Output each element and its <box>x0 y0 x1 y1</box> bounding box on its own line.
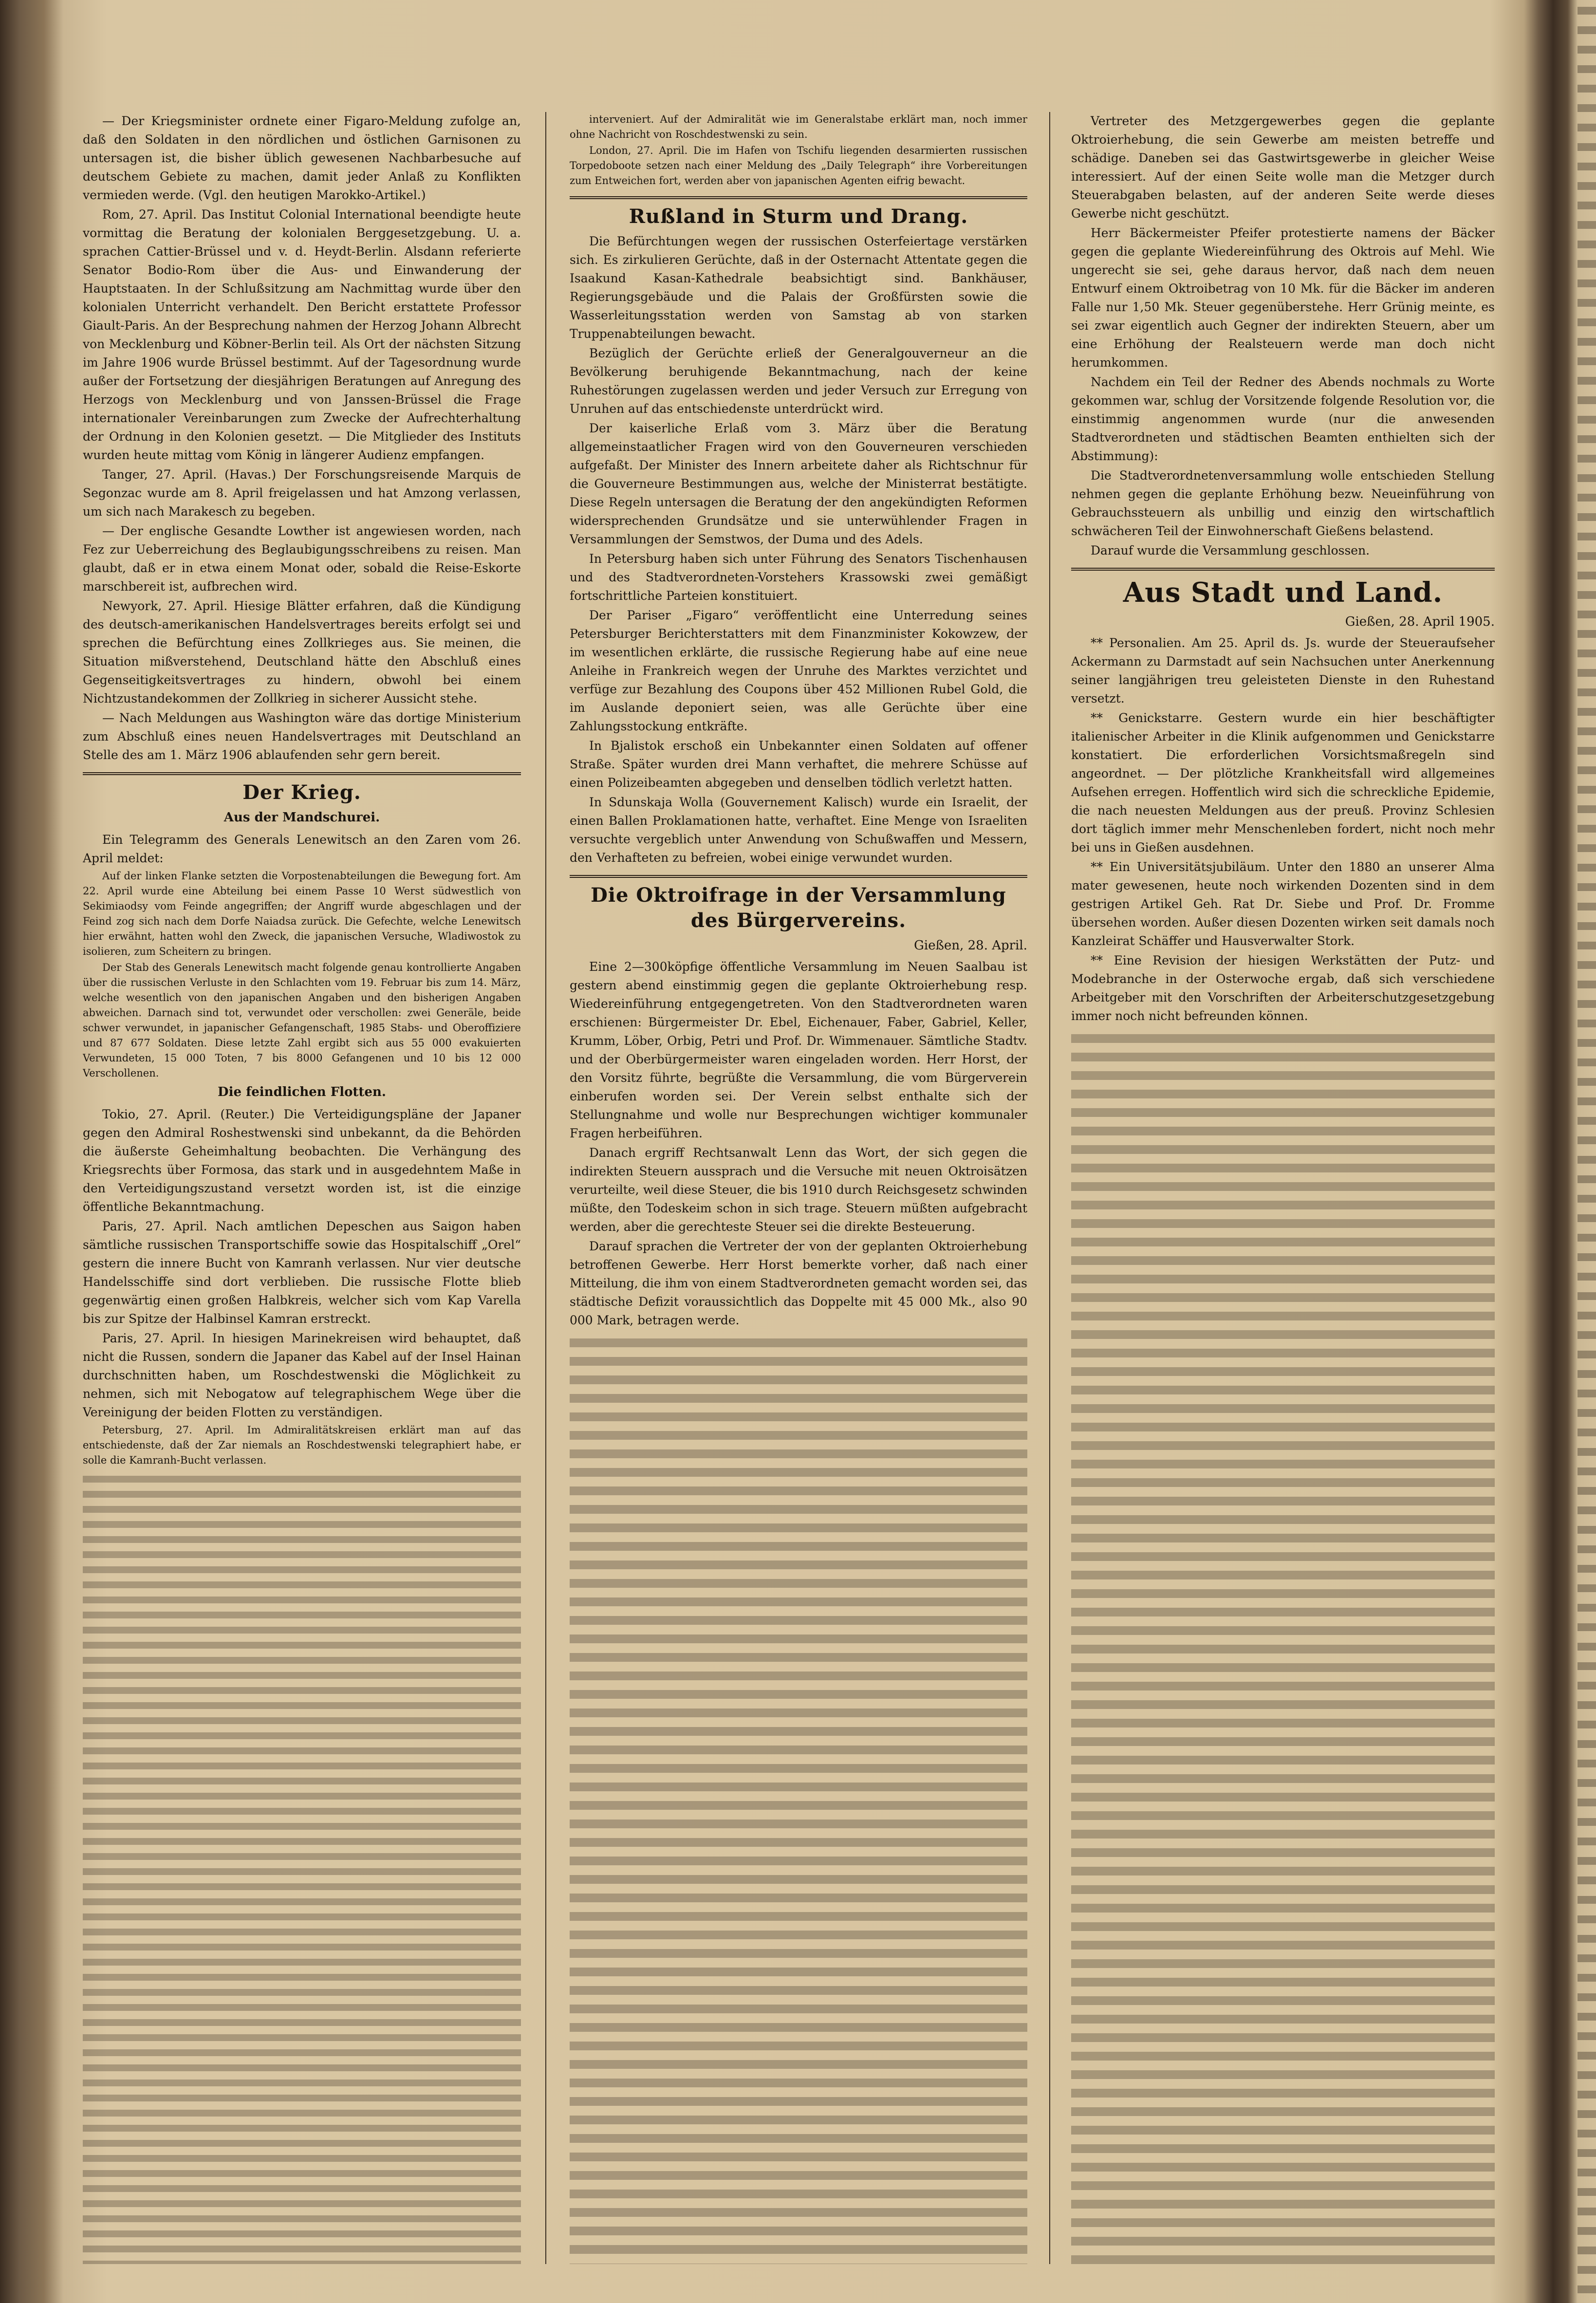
section-title-krieg: Der Krieg. <box>242 781 361 804</box>
article-paragraph: Paris, 27. April. In hiesigen Marinekreisen wird behauptet, daß nicht die Russen, sondern die Japaner das Kabel auf der Insel Hainan durchschnitten haben, um Roschdestwenski die Möglichkeit zu nehmen, sich mit Nebogatow auf telegraphischem Wege über die Vereinigung der beiden Flotten zu verständigen. <box>83 1331 521 1419</box>
illegible-text-lines <box>570 1333 1027 2264</box>
section-subtitle: Die feindlichen Flotten. <box>218 1085 386 1099</box>
article-paragraph: Auf der linken Flanke setzten die Vorpostenabteilungen die Bewegung fort. Am 22. April wurde eine Abteilung bei einem Passe 10 Werst südwestlich von Sekimiaodsy vom Feinde angegriffen; der Angriff wurde abgeschlagen und der Feind zog sich nach dem Dorfe Naiadsa zurück. Die Gefechte, welche Lenewitsch hier erwähnt, hatten wohl den Zweck, die japanischen Versuche, Wladiwostok zu isolieren, zum Scheitern zu bringen. <box>83 870 521 957</box>
article-paragraph: — Nach Meldungen aus Washington wäre das dortige Ministerium zum Abschluß eines neuen Handelsvertrages mit Deutschland an Stelle des am 1. März 1906 ablaufenden sehr gern bereit. <box>83 711 521 762</box>
section-subtitle: Aus der Mandschurei. <box>223 810 380 825</box>
section-divider <box>83 772 521 775</box>
article-paragraph: In Bjalistok erschoß ein Unbekannter einen Soldaten auf offener Straße. Später wurden drei Mann verhaftet, die mehrere Schüsse auf einen Polizeibeamten abgegeben und denselben tödlich verletzt hatten. <box>570 739 1027 790</box>
article-paragraph: interveniert. Auf der Admiralität wie im Generalstabe erklärt man, noch immer ohne Nachricht von Roschdestwenski zu sein. <box>570 113 1027 140</box>
section-divider <box>570 196 1027 199</box>
article-paragraph: In Petersburg haben sich unter Führung des Senators Tischenhausen und des Stadtverordneten-Vorstehers Krassowski zwei gemäßigt fortschrittliche Parteien konstituiert. <box>570 552 1027 603</box>
section-title-russland: Rußland in Sturm und Drang. <box>629 205 968 228</box>
article-paragraph: Rom, 27. April. Das Institut Colonial International beendigte heute vormittag die Beratung der kolonialen Berggesetzgebung. U. a. sprachen Cattier-Brüssel und v. d. Heydt-Berlin. Alsdann referierte Senator Bodio-Rom über die Aus- und Einwanderung der Hauptstaaten. In der Schlußsitzung am Nachmittag wurde über den kolonialen Unterricht verhandelt. Den Bericht erstattete Professor Giault-Paris. An der Besprechung nahmen der Herzog Johann Albrecht von Mecklenburg und Köbner-Berlin teil. Als Ort der nächsten Sitzung im Jahre 1906 wurde Brüssel bestimmt. Auf der Tagesordnung wurde außer der Fortsetzung der diesjährigen Beratungen auf Anregung des Herzogs von Mecklenburg und von Janssen-Brüssel die Frage internationaler Vereinbarungen zum Zwecke der Aufrechterhaltung der Ordnung in den Kolonien gesetzt. — Die Mitglieder des Instituts wurden heute mittag vom König in längerer Audienz empfangen. <box>83 207 521 462</box>
article-paragraph: In Sdunskaja Wolla (Gouvernement Kalisch) wurde ein Israelit, der einen Ballen Proklamationen hatte, verhaftet. Eine Menge von Israeliten versuchte vergeblich unter Anwendung von Schußwaffen und Messern, den Verhafteten zu befreien, wobei einige verwundet wurden. <box>570 795 1027 865</box>
article-paragraph: Paris, 27. April. Nach amtlichen Depeschen aus Saigon haben sämtliche russischen Transportschiffe sowie das Hospitalschiff „Orel“ gestern die innere Bucht von Kamranh verlassen. Nur vier deutsche Handelsschiffe sind dort verblieben. Die russische Flotte blieb gegenwärtig einen großen Halbkreis, welcher sich vom Kap Varella bis zur Spitze der Halbinsel Kamran erstreckt. <box>83 1219 521 1326</box>
article-paragraph: Die Stadtverordnetenversammlung wolle entschieden Stellung nehmen gegen die geplante Erhöhung bezw. Neueinführung von Gebrauchssteuern als unbillig und einzig den wirtschaftlich schwächeren Teil der Einwohnerschaft Gießens belastend. <box>1071 468 1495 538</box>
article-paragraph: Tokio, 27. April. (Reuter.) Die Verteidigungspläne der Japaner gegen den Admiral Roshestwenski sind unbekannt, da die Behörden die äußerste Geheimhaltung beobachten. Die Verhängung des Kriegsrechts über Formosa, das stark und in ausgedehntem Maße in den Verteidigungszustand versetzt worden ist, ist die einzige öffentliche Bekanntmachung. <box>83 1107 521 1214</box>
article-paragraph: Darauf sprachen die Vertreter der von der geplanten Oktroierhebung betroffenen Gewerbe. Herr Horst bemerkte vorher, daß nach einer Mitteilung, die ihm von einem Stadtverordneten gemacht worden sei, das städtische Defizit voraussichtlich das Doppelte mit 45 000 Mk., also 90 000 Mark, betragen werde. <box>570 1239 1027 1327</box>
article-paragraph: Ein Telegramm des Generals Lenewitsch an den Zaren vom 26. April meldet: <box>83 833 521 865</box>
article-paragraph: Newyork, 27. April. Hiesige Blätter erfahren, daß die Kündigung des deutsch-amerikanischen Handelsvertrages bereits erfolgt sei und sprechen die Befürchtung eines Zollkrieges aus. Sie meinen, die Situation mißverstehend, Deutschland hätte den Abschluß eines Gegenseitigkeitsvertrages zu hindern, obwohl bei einem Nichtzustandekommen der Zollkrieg in sicherer Aussicht stehe. <box>83 599 521 706</box>
section-title-oktroi: Die Oktroifrage in der Versammlung des Bürgervereins. <box>591 884 1006 932</box>
news-item: ** Ein Universitätsjubiläum. Unter den 1880 an unserer Alma mater gewesenen, heute noch wirkenden Dozenten sind in dem gestrigen Artikel Geh. Rat Dr. Siebe und Prof. Dr. Fromme übersehen worden. Außer diesen Dozenten wirken seit damals noch Kanzleirat Schäffer und Hausverwalter Stork. <box>1071 860 1495 948</box>
article-paragraph: Vertreter des Metzgergewerbes gegen die geplante Oktroierhebung, die sein Gewerbe am meisten betreffe und schädige. Daneben sei das Gastwirtsgewerbe in gleicher Weise interessiert. Auf der einen Seite wolle man die Metzger durch Steuerabgaben belasten, auf der anderen Seite werde dieses Gewerbe nicht geschützt. <box>1071 114 1495 221</box>
dateline: Gießen, 28. April 1905. <box>1345 614 1495 629</box>
column-middle <box>570 112 1027 2264</box>
article-paragraph: London, 27. April. Die im Hafen von Tschifu liegenden desarmierten russischen Torpedoboote setzen nach einer Meldung des „Daily Telegraph“ ihre Vorbereitungen zum Entweichen fort, werden aber von japanischen Agenten eifrig bewacht. <box>570 145 1027 186</box>
article-paragraph: Eine 2—300köpfige öffentliche Versammlung im Neuen Saalbau ist gestern abend einstimmig gegen die geplante Oktroierhebung resp. Wiedereinführung entgegengetreten. Von den Stadtverordneten waren erschienen: Bürgermeister Dr. Ebel, Eichenauer, Faber, Gabriel, Keller, Krumm, Löber, Orbig, Petri und Prof. Dr. Wimmenauer. Sämtliche Stadtv. und der Oberbürgermeister waren eingeladen worden. Herr Horst, der den Vorsitz führte, begrüßte die Versammlung, die vom Bürgerverein einberufen worden sei. Der Verein selbst enthalte sich der Stellungnahme und wolle nur Besprechungen wichtiger kommunaler Fragen herbeiführen. <box>570 960 1027 1140</box>
column-rule <box>1049 112 1050 2264</box>
article-paragraph: Danach ergriff Rechtsanwalt Lenn das Wort, der sich gegen die indirekten Steuern aussprach und die Versuche mit neuen Oktroisätzen verurteilte, weil diese Steuer, die bis 1910 durch Reichsgesetz schwinden müßte, den Todeskeim schon in sich trage. Steuern müßten aufgebracht werden, aber die gerechteste Steuer sei die direkte Besteuerung. <box>570 1146 1027 1234</box>
article-paragraph: Tanger, 27. April. (Havas.) Der Forschungsreisende Marquis de Segonzac wurde am 8. April freigelassen und hat Amzong verlassen, um sich nach Marakesch zu begeben. <box>83 467 521 519</box>
article-paragraph: Bezüglich der Gerüchte erließ der Generalgouverneur an die Bevölkerung beruhigende Bekanntmachung, nach der keine Ruhestörungen zugelassen werden und jeder Versuch zur Erregung von Unruhen auf das entschiedenste unterdrückt wird. <box>570 346 1027 416</box>
article-paragraph: Der Pariser „Figaro“ veröffentlicht eine Unterredung seines Petersburger Berichterstatters mit dem Finanzminister Kokowzew, der im wesentlichen erklärte, die russische Regierung habe auf eine neue Anleihe in Frankreich wegen der Unruhe des Marktes verzichtet und verfüge zur Bezahlung des Coupons über 452 Millionen Rubel Gold, die im Auslande deponiert seien, was alle Gerüchte über eine Zahlungsstockung entkräfte. <box>570 608 1027 733</box>
illegible-text-lines <box>1071 1028 1495 2264</box>
section-divider <box>570 875 1027 878</box>
news-item: ** Eine Revision der hiesigen Werkstätten der Putz- und Modebranche in der Osterwoche ergab, daß sich verschiedene Arbeitgeber mit den Vorschriften der Arbeiterschutzgesetzgebung immer noch nicht befreunden können. <box>1071 953 1495 1023</box>
news-item: ** Genickstarre. Gestern wurde ein hier beschäftigter italienischer Arbeiter in die Klinik aufgenommen und Genickstarre konstatiert. Die erforderlichen Vorsichtsmaßregeln sind angeordnet. — Der plötzliche Krankheitsfall wird allgemeines Aufsehen erregen. Hoffentlich wird sich die schreckliche Epidemie, die nach neuesten Meldungen aus der preuß. Provinz Schlesien dort täglich immer mehr Menschenleben fordert, nicht noch mehr bei uns in Gießen ausdehnen. <box>1071 711 1495 854</box>
dateline: Gießen, 28. April. <box>914 938 1027 953</box>
article-paragraph: Die Befürchtungen wegen der russischen Osterfeiertage verstärken sich. Es zirkulieren Gerüchte, daß in der Osternacht Attentate gegen die Isaakund Kasan-Kathedrale beabsichtigt sind. Bankhäuser, Regierungsgebäude und die Palais der Großfürsten sowie die Wasserleitungsstation werden von Samstag ab von starken Truppenabteilungen bewacht. <box>570 234 1027 341</box>
adjacent-page-edge <box>1577 0 1596 2303</box>
article-paragraph: Der kaiserliche Erlaß vom 3. März über die Beratung allgemeinstaatlicher Fragen wird von den Gouverneuren verschieden aufgefaßt. Der Minister des Innern arbeitete daher als Richtschnur für die Gouverneure Bestimmungen aus, welche der Ministerrat bestätigte. Diese Regeln untersagen die Beratung der den angekündigten Reformen widersprechenden Grundsätze und sie unterwühlender Fragen in Versammlungen der Semstwos, der Duma und des Adels. <box>570 421 1027 546</box>
newspaper-page <box>83 112 1495 2264</box>
news-item: ** Personalien. Am 25. April ds. Js. wurde der Steueraufseher Ackermann zu Darmstadt auf sein Nachsuchen unter Anerkennung seiner langjährigen treu geleisteten Dienste in den Ruhestand versetzt. <box>1071 636 1495 706</box>
column-right <box>1071 112 1495 2264</box>
column-left <box>83 112 521 2264</box>
article-paragraph: Der Stab des Generals Lenewitsch macht folgende genau kontrollierte Angaben über die russischen Verluste in den Schlachten vom 19. Februar bis zum 14. März, welche wesentlich von den japanischen Angaben und den bisherigen Angaben abweichen. Darnach sind tot, verwundet oder verschollen: zwei Generäle, beide schwer verwundet, in japanischer Gefangenschaft, 1985 Stabs- und Oberoffiziere und 87 677 Soldaten. Diese letzte Zahl ergibt sich aus 55 000 evakuierten Verwundeten, 15 000 Toten, 7 bis 8000 Gefangenen und 10 bis 12 000 Verschollenen. <box>83 962 521 1079</box>
section-divider <box>1071 568 1495 571</box>
article-paragraph: Herr Bäckermeister Pfeifer protestierte namens der Bäcker gegen die geplante Wiedereinführung des Oktrois auf Mehl. Wie ungerecht sie sei, gehe daraus hervor, daß nach dem neuen Entwurf einem Oktroibetrag von 10 Mk. für die Bäcker im anderen Falle nur 1,50 Mk. Steuer gegenüberstehe. Herr Grünig meinte, es sei zwar eigentlich auch Gegner der indirekten Steuern, aber um eine Erhöhung der Realsteuern werde man doch nicht herumkommen. <box>1071 226 1495 370</box>
section-title-stadt: Aus Stadt und Land. <box>1123 576 1443 609</box>
article-paragraph: — Der Kriegsminister ordnete einer Figaro-Meldung zufolge an, daß den Soldaten in den nördlichen und östlichen Garnisonen zu untersagen ist, die bisher üblich gewesenen Nachbarbesuche auf deutschem Gebiete zu machen, damit jeder Anlaß zu Konflikten vermieden werde. (Vgl. den heutigen Marokko-Artikel.) <box>83 114 521 202</box>
column-rule <box>545 112 546 2264</box>
article-paragraph: Petersburg, 27. April. Im Admiralitätskreisen erklärt man auf das entschiedenste, daß der Zar niemals an Roschdestwenski telegraphiert habe, er solle die Kamranh-Bucht verlassen. <box>83 1424 521 1466</box>
illegible-text-lines <box>83 1471 521 2264</box>
article-paragraph: — Der englische Gesandte Lowther ist angewiesen worden, nach Fez zur Ueberreichung des Beglaubigungsschreibens zu reisen. Man glaubt, daß er in etwa einem Monat oder, sobald die Reise-Eskorte marschbereit ist, aufbrechen wird. <box>83 524 521 594</box>
article-paragraph: Darauf wurde die Versammlung geschlossen. <box>1091 543 1370 557</box>
article-paragraph: Nachdem ein Teil der Redner des Abends nochmals zu Worte gekommen war, schlug der Vorsitzende folgende Resolution vor, die einstimmig angenommen wurde (nur die anwesenden Stadtverordneten und städtischen Beamten enthielten sich der Abstimmung): <box>1071 375 1495 463</box>
